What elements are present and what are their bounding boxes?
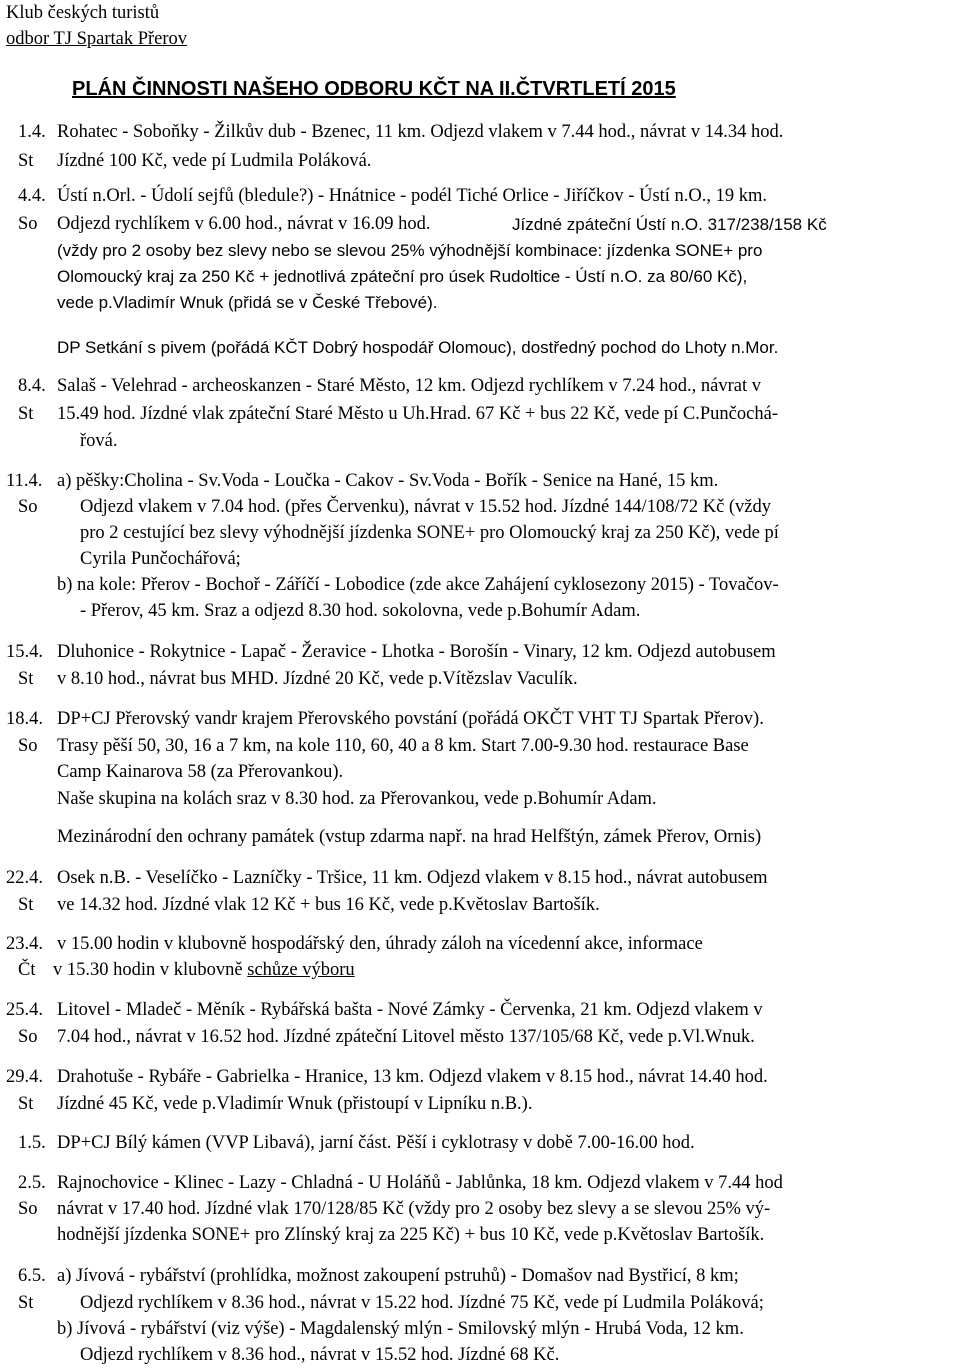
event-text: Cyrila Punčochářová; — [80, 549, 241, 569]
event-date: 4.4. — [18, 186, 46, 206]
event-day: So — [18, 736, 38, 756]
event-text: Mezinárodní den ochrany památek (vstup zdarma např. na hrad Helfštýn, zámek Přerov, Ornis) — [57, 827, 762, 847]
event-text: návrat v 17.40 hod. Jízdné vlak 170/128/85 Kč (vždy pro 2 osoby bez slevy a se slevou 25% vý- — [57, 1199, 771, 1219]
event-text: Olomoucký kraj za 250 Kč + jednotlivá zpáteční pro úsek Rudoltice - Ústí n.O. za 80/60 Kč), — [57, 267, 748, 286]
section-link[interactable]: odbor TJ Spartak Přerov — [6, 29, 188, 49]
event-text: hodnější jízdenka SONE+ pro Zlínský kraj za 225 Kč) + bus 10 Kč, vede p.Květoslav Bartošík. — [57, 1225, 765, 1245]
event-date: 22.4. — [6, 868, 43, 888]
event-day: St — [18, 151, 34, 171]
event-text: DP+CJ Přerovský vandr krajem Přerovského povstání (pořádá OKČT VHT TJ Spartak Přerov). — [57, 709, 764, 729]
event-text: Naše skupina na kolách sraz v 8.30 hod. za Přerovankou, vede p.Bohumír Adam. — [57, 789, 657, 809]
event-text: Jízdné 45 Kč, vede p.Vladimír Wnuk (přistoupí v Lipníku n.B.). — [57, 1094, 533, 1114]
event-date: 15.4. — [6, 642, 43, 662]
event-text: 15.49 hod. Jízdné vlak zpáteční Staré Město u Uh.Hrad. 67 Kč + bus 22 Kč, vede pí C.Punčochá- — [57, 404, 778, 424]
event-text: Dluhonice - Rokytnice - Lapač - Žeravice - Lhotka - Borošín - Vinary, 12 km. Odjezd autobusem — [57, 642, 776, 662]
event-date: 18.4. — [6, 709, 43, 729]
event-day: So — [18, 1199, 38, 1219]
event-date: 1.5. — [18, 1133, 46, 1153]
event-day: St — [18, 669, 34, 689]
event-day: So — [18, 214, 38, 234]
event-day: St — [18, 1094, 34, 1114]
section-name[interactable] — [6, 28, 187, 50]
event-text: v 15.00 hodin v klubovně hospodářský den, úhrady záloh na vícedenní akce, informace — [57, 934, 703, 954]
page-title: PLÁN ČINNOSTI NAŠEHO ODBORU KČT NA II.ČTVRTLETÍ 2015 — [72, 78, 676, 100]
event-text: Osek n.B. - Veselíčko - Lazníčky - Tršice, 11 km. Odjezd vlakem v 8.15 hod., návrat autobusem — [57, 868, 768, 888]
event-text: Odjezd rychlíkem v 8.36 hod., návrat v 15.52 hod. Jízdné 68 Kč. — [80, 1345, 560, 1365]
event-text: Drahotuše - Rybáře - Gabrielka - Hranice, 13 km. Odjezd vlakem v 8.15 hod., návrat 14.40 hod. — [57, 1067, 768, 1087]
event-day: St — [18, 895, 34, 915]
event-text: Camp Kainarova 58 (za Přerovankou). — [57, 762, 344, 782]
event-text: a) pěšky:Cholina - Sv.Voda - Loučka - Cakov - Sv.Voda - Bořík - Senice na Hané, 15 km. — [57, 471, 719, 491]
event-date: 23.4. — [6, 934, 43, 954]
event-text: pro 2 cestující bez slevy výhodnější jízdenka SONE+ pro Olomoucký kraj za 250 Kč), vede pí — [80, 523, 779, 543]
event-date: 8.4. — [18, 376, 46, 396]
event-text: Odjezd vlakem v 7.04 hod. (přes Červenku), návrat v 15.52 hod. Jízdné 144/108/72 Kč (vždy — [80, 497, 772, 517]
event-text: Trasy pěší 50, 30, 16 a 7 km, na kole 110, 60, 40 a 8 km. Start 7.00-9.30 hod. restaurace Base — [57, 736, 749, 756]
event-text: v 8.10 hod., návrat bus MHD. Jízdné 20 Kč, vede p.Vítězslav Vaculík. — [57, 669, 578, 689]
event-text: (vždy pro 2 osoby bez slevy nebo se slevou 25% výhodnější kombinace: jízdenka SONE+ pro — [57, 241, 763, 260]
event-date: 2.5. — [18, 1173, 46, 1193]
event-text: Odjezd rychlíkem v 8.36 hod., návrat v 15.22 hod. Jízdné 75 Kč, vede pí Ludmila Poláková; — [80, 1293, 764, 1313]
event-date: 29.4. — [6, 1067, 43, 1087]
event-text: Rajnochovice - Klinec - Lazy - Chladná - U Holáňů - Jablůnka, 18 km. Odjezd vlakem v 7.44 hod — [57, 1173, 783, 1193]
event-text: Salaš - Velehrad - archeoskanzen - Staré Město, 12 km. Odjezd rychlíkem v 7.24 hod., návrat v — [57, 376, 761, 396]
event-text — [53, 959, 355, 981]
event-text: a) Jívová - rybářství (prohlídka, možnost zakoupení pstruhů) - Domašov nad Bystřicí, 8 km; — [57, 1266, 739, 1286]
event-date: 1.4. — [18, 122, 46, 142]
event-day: Čt — [18, 960, 36, 980]
event-date: 11.4. — [6, 471, 43, 491]
event-text: 7.04 hod., návrat v 16.52 hod. Jízdné zpáteční Litovel město 137/105/68 Kč, vede p.Vl.Wnuk. — [57, 1027, 755, 1047]
event-text: ve 14.32 hod. Jízdné vlak 12 Kč + bus 16 Kč, vede p.Květoslav Bartošík. — [57, 895, 600, 915]
event-text: Jízdné 100 Kč, vede pí Ludmila Poláková. — [57, 151, 372, 171]
event-date: 25.4. — [6, 1000, 43, 1020]
event-text: Litovel - Mladeč - Měník - Rybářská bašta - Nové Zámky - Červenka, 21 km. Odjezd vlakem v — [57, 1000, 763, 1020]
event-text: Rohatec - Soboňky - Žilkův dub - Bzenec, 11 km. Odjezd vlakem v 7.44 hod., návrat v 14.34 hod. — [57, 122, 784, 142]
event-text: Odjezd rychlíkem v 6.00 hod., návrat v 16.09 hod. — [57, 214, 431, 234]
event-day: So — [18, 1027, 38, 1047]
event-date: 6.5. — [18, 1266, 46, 1286]
event-text-part: v 15.30 hodin v klubovně — [53, 960, 243, 980]
event-text: b) na kole: Přerov - Bochoř - Záříčí - Lobodice (zde akce Zahájení cyklosezony 2015) - Tovačov- — [57, 575, 779, 595]
event-text: DP Setkání s pivem (pořádá KČT Dobrý hospodář Olomouc), dostředný pochod do Lhoty n.Mor. — [57, 338, 779, 357]
event-text: vede p.Vladimír Wnuk (přidá se v České Třebové). — [57, 293, 438, 312]
event-text: Jízdné zpáteční Ústí n.O. 317/238/158 Kč — [512, 215, 827, 234]
event-text: řová. — [80, 431, 118, 451]
org-name: Klub českých turistů — [6, 3, 160, 23]
event-day: St — [18, 404, 34, 424]
event-text: - Přerov, 45 km. Sraz a odjezd 8.30 hod. sokolovna, vede p.Bohumír Adam. — [80, 601, 641, 621]
event-day: So — [18, 497, 38, 517]
event-text: Ústí n.Orl. - Údolí sejfů (bledule?) - Hnátnice - podél Tiché Orlice - Jiříčkov - Ústí n.O., 19 km. — [57, 186, 768, 206]
event-text: b) Jívová - rybářství (viz výše) - Magdalenský mlýn - Smilovský mlýn - Hrubá Voda, 12 km. — [57, 1319, 744, 1339]
event-text: DP+CJ Bílý kámen (VVP Libavá), jarní část. Pěší i cyklotrasy v době 7.00-16.00 hod. — [57, 1133, 695, 1153]
event-day: St — [18, 1293, 34, 1313]
event-text-underlined: schůze výboru — [247, 960, 355, 980]
